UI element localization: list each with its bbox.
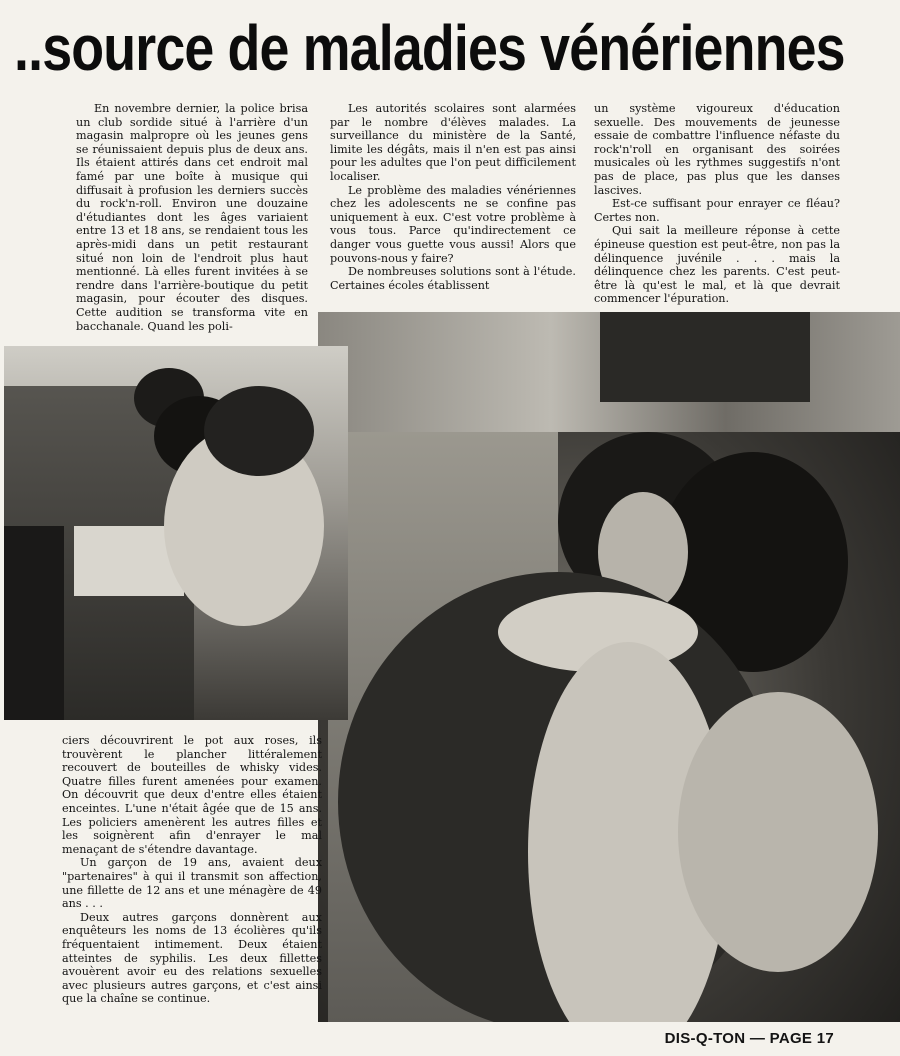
- page-footer: DIS-Q-TON — PAGE 17: [664, 1030, 834, 1047]
- photo-jukebox-scene: [4, 346, 348, 720]
- article-column-4: [62, 734, 322, 1006]
- paragraph: Les autorités scolaires sont alarmées par le nombre d'élèves malades. La surveillance du ministère de la Santé, limite les dégâts, mais il n'en est pas ainsi pour les adultes que l'on peut difficilement localiser.: [330, 102, 576, 183]
- photo-couple-embracing: [318, 312, 900, 1022]
- paragraph: Le problème des maladies vénériennes chez les adolescents ne se confine pas uniquement à eux. C'est votre problème à vous tous. Parce qu'indirectement ce danger vous guette vous aussi! Alors que pouvons-nous y faire?: [330, 183, 576, 265]
- paragraph: De nombreuses solutions sont à l'étude. Certaines écoles établissent: [330, 265, 576, 292]
- paragraph: Est-ce suffisant pour enrayer ce fléau? Certes non.: [594, 197, 840, 224]
- paragraph: Un garçon de 19 ans, avaient deux "partenaires" à qui il transmit son affection, une fillette de 12 ans et une ménagère de 49 ans . . .: [62, 856, 322, 911]
- article-column-2: [330, 102, 576, 292]
- paragraph: Deux autres garçons donnèrent aux enquêteurs les noms de 13 écolières qu'ils fréquentaient intimement. Deux étaient atteintes de syphilis. Les deux fillettes avouèrent avoir eu des relations sexuelles avec plusieurs autres garçons, et c'est ainsi que la chaîne se continue.: [62, 910, 322, 1006]
- paragraph: un système vigoureux d'éducation sexuelle. Des mouvements de jeunesse essaie de combattre l'influence néfaste du rock'n'roll en organisant des soirées musicales où les rythmes suggestifs n'ont pas de place, pas plus que les danses lascives.: [594, 102, 840, 197]
- headline: ..source de maladies vénériennes: [14, 12, 845, 84]
- paragraph: ciers découvrirent le pot aux roses, ils trouvèrent le plancher littéralement recouvert de bouteilles de whisky vides. Quatre filles furent amenées pour examen. On découvrit que deux d'entre elles étaient enceintes. L'une n'était âgée que de 15 ans. Les policiers amenèrent les autres filles et les soignèrent afin d'enrayer le mal menaçant de s'étendre davantage.: [62, 734, 322, 856]
- paragraph: En novembre dernier, la police brisa un club sordide situé à l'arrière d'un magasin malpropre où les jeunes gens se réunissaient depuis plus de deux ans. Ils étaient attirés dans cet endroit mal famé par une boîte à musique qui diffusait à profusion les derniers succès du rock'n-roll. Environ une douzaine d'étudiantes dont les âges variaient entre 13 et 18 ans, se rendaient tous les après-midi dans un petit restaurant situé non loin de l'endroit plus haut mentionné. Là elles furent invitées à se rendre dans l'arrière-boutique du petit magasin, pour écouter des disques. Cette audition se transforma vite en bacchanale. Quand les poli-: [76, 102, 308, 333]
- paragraph: Qui sait la meilleure réponse à cette épineuse question est peut-être, non pas la délinquence juvénile . . . mais la délinquence chez les parents. C'est peut-être là qu'est le mal, et là que devrait commencer l'épuration.: [594, 224, 840, 306]
- article-column-1: [76, 102, 308, 333]
- article-column-3: [594, 102, 840, 306]
